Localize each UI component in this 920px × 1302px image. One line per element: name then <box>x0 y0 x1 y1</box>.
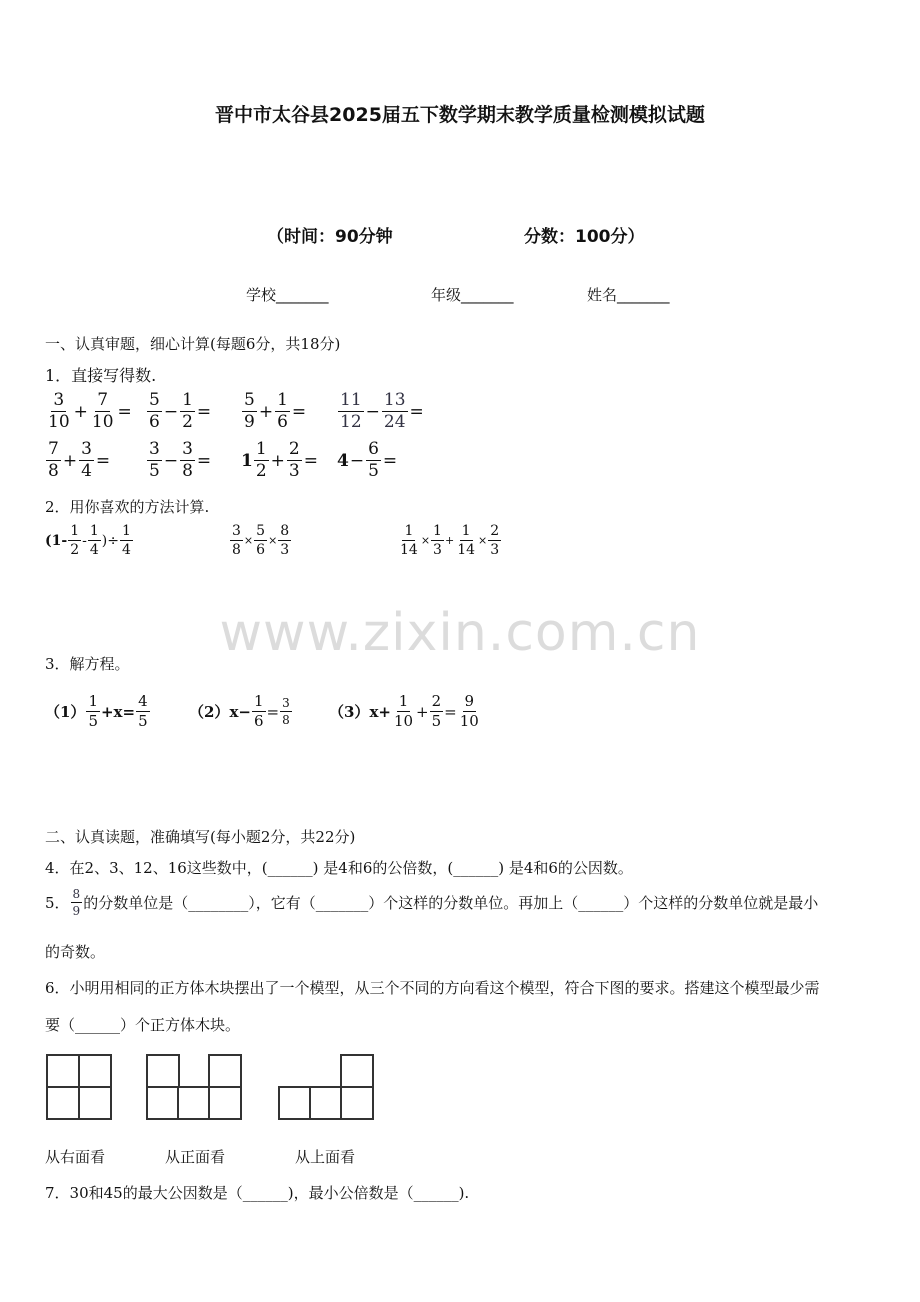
q3-equation-3: （3） x+ $\frac{1}{10}$ + $\frac{2}{5}$ = $\frac{9}{10}$ <box>329 692 479 730</box>
q4-text: 4．在2、3、12、16这些数中，(______) 是4和6的公倍数，(______) 是4和6的公因数。 <box>45 859 633 877</box>
q1-label: 1．直接写得数. <box>45 366 157 385</box>
q6-line2: 要（______）个正方体木块。 <box>45 1016 241 1034</box>
q1-expr-4: $\frac{11}{12}$ − $\frac{13}{24}$ = <box>340 390 424 432</box>
right-view-label: 从右面看 <box>45 1148 106 1166</box>
q3-equation-2: （2） x− $\frac{1}{6}$ = $\frac{3}{8}$ <box>189 692 290 730</box>
q3-label: 3．解方程。 <box>45 655 130 673</box>
right-view-figure <box>46 1054 112 1120</box>
q1-expr-1: $\frac{3}{10}$ + $\frac{7}{10}$ = <box>48 390 132 432</box>
watermark: www.zixin.com.cn <box>219 603 701 663</box>
q2-expr-2: $\frac{3}{8}$ × $\frac{5}{6}$ × $\frac{8}{3}$ <box>232 523 290 558</box>
q5-line2: 的奇数。 <box>45 943 106 961</box>
q1-expr-8: 4 − $\frac{6}{5}$ = <box>337 439 398 481</box>
q1-expr-2: $\frac{5}{6}$ − $\frac{1}{2}$ = <box>149 390 212 432</box>
name-field: 姓名_______ <box>587 286 670 304</box>
q7-text: 7．30和45的最大公因数是（______)，最小公倍数是（______). <box>45 1184 470 1202</box>
q1-expr-6: $\frac{3}{5}$ − $\frac{3}{8}$ = <box>149 439 212 481</box>
exam-score: 分数：100分） <box>524 227 645 247</box>
section1-heading: 一、认真审题，细心计算(每题6分，共18分) <box>45 335 341 353</box>
section2-heading: 二、认真读题，准确填写(每小题2分，共22分) <box>45 828 356 846</box>
top-view-label: 从上面看 <box>295 1148 356 1166</box>
school-field: 学校_______ <box>246 286 329 304</box>
q5-line1: 5． $\frac{8}{9}$ 的分数单位是（________），它有（_______）个这样的分数单位。再加上（______）个这样的分数单位就是最小 <box>45 887 819 918</box>
front-view-figure <box>146 1054 242 1120</box>
page-title: 晋中市太谷县2025届五下数学期末教学质量检测模拟试题 <box>215 104 705 126</box>
q2-label: 2．用你喜欢的方法计算. <box>45 498 210 516</box>
q3-equation-1: （1） $\frac{1}{5}$ +x= $\frac{4}{5}$ <box>45 692 148 730</box>
top-view-figure <box>278 1054 374 1120</box>
exam-time: （时间：90分钟 <box>267 227 393 247</box>
grade-field: 年级_______ <box>431 286 514 304</box>
q1-expr-3: $\frac{5}{9}$ + $\frac{1}{6}$ = <box>244 390 307 432</box>
q6-line1: 6．小明用相同的正方体木块摆出了一个模型，从三个不同的方向看这个模型，符合下图的要求。搭建这个模型最少需 <box>45 979 820 997</box>
q1-expr-5: $\frac{7}{8}$ + $\frac{3}{4}$ = <box>48 439 111 481</box>
front-view-label: 从正面看 <box>165 1148 226 1166</box>
q2-expr-3: $\frac{1}{14}$ × $\frac{1}{3}$ + $\frac{1}{14}$ × $\frac{2}{3}$ <box>400 523 500 558</box>
q2-expr-1: (1- $\frac{1}{2}$ - $\frac{1}{4}$ )÷ $\frac{1}{4}$ <box>45 523 131 558</box>
q1-expr-7: 1 $\frac{1}{2}$ + $\frac{2}{3}$ = <box>241 439 318 481</box>
